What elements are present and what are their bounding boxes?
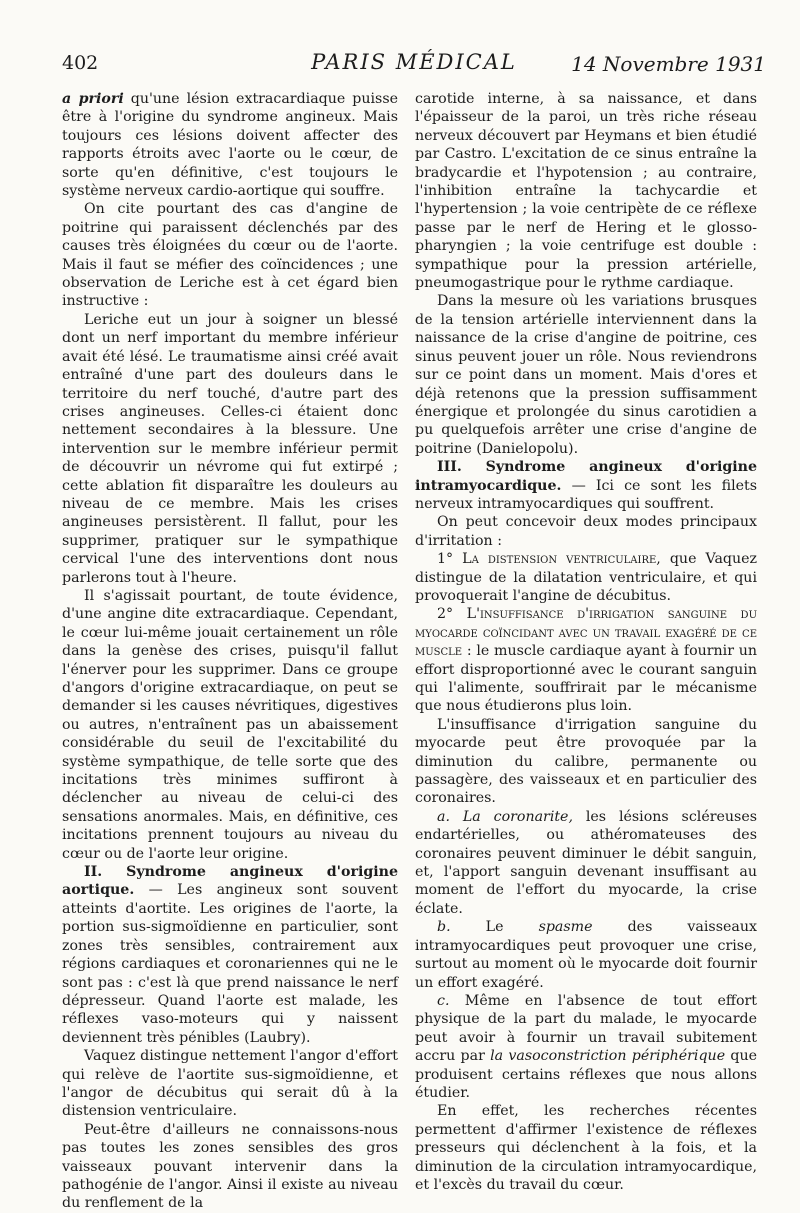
paragraph: En effet, les recherches récentes permettent d'affirmer l'existence de réflexes presseurs qui déclenchent à la fois, et la diminution de la circulation intramyocardique, et l'excès du travail du cœur.: [415, 1103, 757, 1193]
paragraph: Vaquez distingue nettement l'angor d'effort qui relève de l'aortite sus-sigmoïdienne, et l'angor de décubitus qui serait dû à la distension ventriculaire.: [62, 1048, 398, 1120]
paragraph: Peut-être d'ailleurs ne connaissons-nous pas toutes les zones sensibles des gros vaisseaux pouvant intervenir dans la pathogénie de l'angor. Ainsi il existe au niveau du renflement de la: [62, 1121, 398, 1212]
emphasis: a priori: [62, 91, 124, 107]
mode-label: 2° L'insuffisance d'irrigation sanguine du myocarde coïncidant avec un travail exagéré de ce muscle :: [415, 606, 757, 660]
paragraph: On cite pourtant des cas d'angine de poitrine qui paraissent déclenchés par des causes très éloignées du cœur ou de l'aorte. Mais il faut se méfier des coïncidences ; une observation de Leriche est à cet égard bien instructive :: [62, 201, 398, 310]
paragraph: carotide interne, à sa naissance, et dans l'épaisseur de la paroi, un très riche réseau nerveux découvert par Heymans et bien étudié par Castro. L'excitation de ce sinus entraîne la bradycardie et l'hypotension ; au contraire, l'inhibition entraîne la tachycardie et l'hypertension ; la voie centripète de ce réflexe passe par le nerf de Hering et le glosso-pharyngien ; la voie centrifuge est double : sympathique pour la pression artérielle, pneumogastrique pour le rythme cardiaque.: [415, 91, 757, 292]
page-header: [62, 46, 766, 86]
paragraph: On peut concevoir deux modes principaux d'irritation :: [415, 514, 757, 549]
section-3: III. Syndrome angineux d'origine intramyocardique. — Ici ce sont les filets nerveux intramyocardiques qui souffrent.: [415, 459, 757, 512]
item-label: a.: [437, 808, 450, 825]
paragraph: Leriche eut un jour à soigner un blessé dont un nerf important du membre inférieur avait été lésé. Le traumatisme ainsi créé avait entraîné d'une part des douleurs dans le territoire du nerf touché, d'autre part des crises angineuses. Celles-ci étaient donc nettement secondaires à la blessure. Une intervention sur le membre inférieur permit de découvrir un névrome qui fut extirpé ; cette ablation fit disparaître les douleurs au niveau de ce membre. Mais les crises angineuses persistèrent. Il fallut, pour les supprimer, pratiquer sur le sympathique cervical l'une des interventions dont nous parlerons tout à l'heure.: [62, 311, 398, 586]
item-term: La coronarite,: [462, 808, 573, 825]
paragraph: a priori qu'une lésion extracardiaque puisse être à l'origine du syndrome angineux. Mais toujours ces lésions doivent affecter des rapports étroits avec l'aorte ou le cœur, de sorte qu'en définitive, c'est toujours le système nerveux cardio-aortique qui souffre.: [62, 91, 398, 200]
mode-2: 2° L'insuffisance d'irrigation sanguine du myocarde coïncidant avec un travail exagéré de ce muscle : le muscle cardiaque ayant à fournir un effort disproportionné avec le courant sanguin qui l'alimente, souffrirait par le mécanisme que nous étudierons plus loin.: [415, 606, 757, 715]
item-label: c.: [437, 992, 450, 1009]
item-c: c. Même en l'absence de tout effort physique de la part du malade, le myocarde peut avoir à fournir un travail subitement accru par la vasoconstriction périphérique que produisent certains réflexes que nous allons étudier.: [415, 992, 757, 1101]
item-term: spasme: [538, 919, 593, 936]
issue-date: 14 Novembre 1931: [571, 52, 766, 76]
paragraph: Il s'agissait pourtant, de toute évidence, d'une angine dite extracardiaque. Cependant, le cœur lui-même jouait certainement un rôle dans la genèse des crises, puisqu'il fallut l'énerver pour les supprimer. Dans ce groupe d'angors d'origine extracardiaque, on peut se demander si les causes névritiques, digestives ou autres, n'entraînent pas un abaissement considérable du seuil de l'excitabilité du système sympathique, de telle sorte que des incitations très minimes suffiront à déclencher au niveau de celui-ci des sensations anormales. Mais, en définitive, ces incitations prennent toujours au niveau du cœur ou de l'aorte leur origine.: [62, 587, 398, 862]
left-column: [62, 90, 398, 1213]
item-term: la vasoconstriction périphérique: [490, 1048, 726, 1065]
mode-1: 1° La distension ventriculaire, que Vaquez distingue de la dilatation ventriculaire, et qui provoquerait l'angine de décubitus.: [415, 551, 757, 604]
mode-label: 1° La distension ventriculaire,: [437, 551, 661, 568]
section-heading: III. Syndrome angineux d'origine intramyocardique.: [415, 459, 757, 494]
journal-title: PARIS MÉDICAL: [311, 50, 517, 74]
paragraph: L'insuffisance d'irrigation sanguine du myocarde peut être provoquée par la diminution du calibre, permanente ou passagère, des vaisseaux et en particulier des coronaires.: [415, 716, 757, 807]
item-b: b. Le spasme des vaisseaux intramyocardiques peut provoquer une crise, surtout au moment où le myocarde doit fournir un effort exagéré.: [415, 919, 757, 991]
page-number: 402: [62, 52, 99, 74]
section-heading: II. Syndrome angineux d'origine aortique.: [62, 864, 398, 899]
right-column: [415, 90, 757, 1194]
item-label: b.: [437, 919, 451, 936]
paragraph: Dans la mesure où les variations brusques de la tension artérielle interviennent dans la naissance de la crise d'angine de poitrine, ces sinus peuvent jouer un rôle. Nous reviendrons sur ce point dans un moment. Mais d'ores et déjà retenons que la pression suffisamment énergique et prolongée du sinus carotidien a pu quelquefois arrêter une crise d'angine de poitrine (Danielopolu).: [415, 293, 757, 457]
item-a: a. La coronarite, les lésions scléreuses endartérielles, ou athéromateuses des coronaires peuvent diminuer le débit sanguin, et, l'apport sanguin devenant insuffisant au moment de l'effort du myocarde, la crise éclate.: [415, 808, 757, 917]
section-2: II. Syndrome angineux d'origine aortique. — Les angineux sont souvent atteints d'aortite. Les origines de l'aorte, la portion sus-sigmoïdienne en particulier, sont zones très sensibles, contrairement aux régions cardiaques et coronariennes qui ne le sont pas : c'est là que prend naissance le nerf dépresseur. Quand l'aorte est malade, les réflexes vaso-moteurs qui y naissent deviennent très pénibles (Laubry).: [62, 864, 398, 1046]
